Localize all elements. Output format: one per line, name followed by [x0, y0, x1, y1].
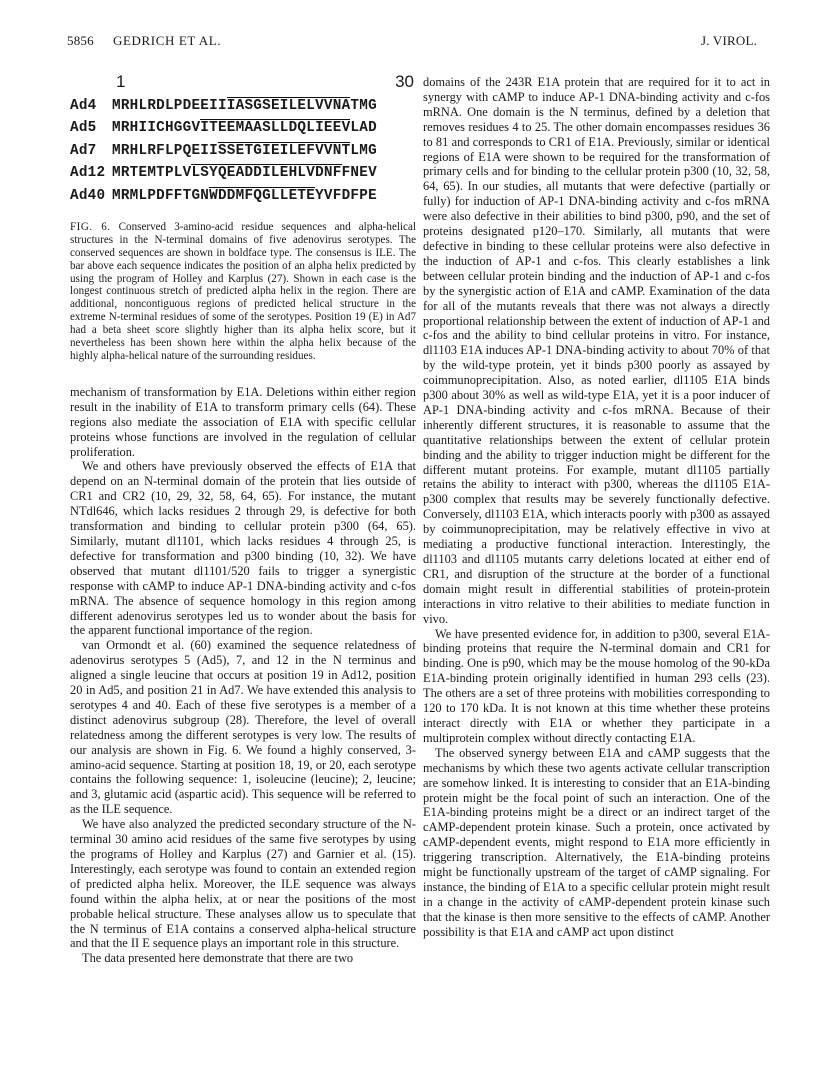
sequence: MRHIICHGGVITEEMAASLLDQLIEEVLAD — [112, 120, 377, 137]
position-start: 1 — [116, 72, 126, 91]
paragraph: mechanism of transformation by E1A. Deletions within either region result in the inability of E1A to transform primary cells (64). These regions also mediate the association of E1A with specific cellular proteins whose functions are involved in the regulation of cellular proliferation. — [70, 384, 416, 459]
sequence-row-ad5 — [70, 121, 416, 143]
paragraph: van Ormondt et al. (60) examined the sequence relatedness of adenovirus serotypes 5 (Ad5), 7, and 12 in the N terminus and aligned a single leucine that occurs at position 19 in Ad12, position 20 in Ad5, and position 21 in Ad7. We have extended this analysis to serotypes 4 and 40. Each of these five serotypes is a member of a distinct adenovirus subgroup (28). Therefore, the level of overall relatedness among the different serotypes is very low. The results of our analysis are shown in Fig. 6. We found a highly conserved, 3-amino-acid sequence. Starting at position 18, 19, or 20, each serotype contains the following sequence: 1, isoleucine (leucine); 2, leucine; and 3, glutamic acid (aspartic acid). This sequence will be referred to as the ILE sequence. — [70, 638, 416, 817]
helix-bar: ITEEMAASLLDQLIEEV — [200, 120, 351, 137]
left-column — [70, 72, 416, 966]
paragraph: domains of the 243R E1A protein that are required for it to act in synergy with cAMP to induce AP-1 DNA-binding activity and c-fos mRNA. One domain is the N terminus, defined by a deletion that removes residues 4 to 25. The other domain encompasses residues 36 to 81 and corresponds to CR1 of E1A. Previously, similar or identical regions of E1A were shown to be required for the transformation of primary cells and for binding to the cellular protein p300 (10, 32, 58, 64, 65). In our studies, all mutants that were defective (partially or fully) for induction of AP-1 DNA-binding activity and c-fos mRNA were also defective in their abilities to bind p300, p90, and the set of proteins designated p120–170. Similarly, all mutants that were defective in binding to these cellular proteins were also defective in the induction of AP-1 and c-fos. This clearly establishes a link between cellular protein binding and the induction of AP-1 and c-fos by the synergistic action of E1A and cAMP. Examination of the data for all of the mutants reveals that there was not always a directly proportional relationship between the extent of induction of AP-1 and c-fos and the ability to bind cellular proteins in vitro. For instance, dl1103 E1A induces AP-1 DNA-binding activity to about 70% of that by the wild-type protein, yet it binds p300 poorly as assayed by coimmunoprecipitation. Also, as noted earlier, dl1105 E1A binds p300 about 30% as well as wild-type E1A, yet it is a poor inducer of AP-1 DNA-binding activity and c-fos mRNA. Because of their inherently different structures, it is reasonable to assume that the quantitative relationships between the extent of cellular protein binding and the ability to trigger induction might be different for the different mutant proteins. For example, mutant dl1105 partially retains the ability to interact with p300, whereas the dl1105 E1A-p300 complex that results may be severely functionally defective. Conversely, dl1103 E1A, which interacts poorly with p300 as assayed by coimmunoprecipitation, may be relatively effective in vivo at mediating a productive functional interaction. Interestingly, the dl1103 and dl1105 mutants carry deletions located at either end of CR1, and disruption of the structure at the border of a functional domain might result in differential stabilities of protein-protein interactions in vitro relative to their abilities to mediate function in vivo. — [423, 75, 770, 626]
journal-name: J. VIROL. — [701, 33, 758, 48]
page-number: 5856 — [67, 33, 94, 48]
sequence-row-ad7 — [70, 144, 416, 166]
figure-6-sequence-alignment — [70, 72, 416, 211]
paragraph: The data presented here demonstrate that there are two — [82, 951, 354, 966]
paragraph: We have presented evidence for, in addition to p300, several E1A-binding proteins that require the N-terminal domain and CR1 for binding. One is p90, which may be the mouse homolog of the 90-kDa E1A-binding protein originally identified in human 293 cells (23). The others are a set of three proteins with mobilities corresponding to 120 to 170 kDa. It is not known at this time whether these proteins interact directly with E1A or whether they participate in a multiprotein complex without directly contacting E1A. — [423, 626, 770, 745]
running-authors: GEDRICH ET AL. — [113, 33, 222, 48]
right-column — [423, 75, 770, 940]
figure-caption — [70, 221, 416, 363]
serotype-name: Ad7 — [70, 142, 97, 159]
helix-bar: LSYQEADDILEHLVDNF — [191, 165, 342, 182]
position-scale — [70, 72, 416, 99]
serotype-name: Ad12 — [70, 165, 106, 182]
paragraph: We have also analyzed the predicted secondary structure of the N-terminal 30 amino acid residues of the same five serotypes by using the programs of Holley and Karplus (27) and Garnier et al. (15). Interestingly, each serotype was found to contain an extended region of predicted alpha helix. Moreover, the ILE sequence was always found within the alpha helix, at or near the positions of the most probable helical structure. These analyses allow us to speculate that the N terminus of E1A contains a conserved alpha-helical structure and that the II E sequence plays an important role in this structure. — [70, 817, 416, 951]
paragraph: We and others have previously observed the effects of E1A that depend on an N-terminal domain of the protein that lies outside of CR1 and CR2 (10, 29, 32, 58, 64, 65). For instance, the mutant NTdl646, which lacks residues 2 through 29, is defective for both transformation and binding to cellular protein p300 (64, 65). Similarly, mutant dl1101, which lacks residues 4 through 25, is defective for transformation and p300 binding (10, 32). We have observed that mutant dl1101/520 fails to trigger a synergistic response with cAMP to induce AP-1 DNA-binding activity and c-fos mRNA. The absence of sequence homology in this region among different adenovirus serotypes led us to wonder about the basis for the apparent functional importance of the region. — [70, 459, 416, 638]
sequence: MRHLRFLPQEIISSETGIEILEFVVNTLMG — [112, 142, 377, 159]
helix-bar: SSETGIEILEFVVNT — [217, 142, 351, 159]
helix-bar: WDDMFQGLLETE — [209, 187, 316, 204]
serotype-name: Ad4 — [70, 98, 97, 114]
helix-bar: IASGSEILELVVNA — [226, 98, 351, 114]
position-end: 30 — [395, 72, 414, 91]
sequence: MRHLRDLPDEEIIIASGSEILELVVNATMG — [112, 98, 377, 114]
sequence-row-ad12 — [70, 166, 416, 188]
caption-text: Conserved 3-amino-acid residue sequences and alpha-helical structures in the N-terminal domains of five adenovirus serotypes. The conserved sequences are shown in boldface type. The consensus is ILE. The bar above each sequence indicates the position of an alpha helix predicted by using the program of Holley and Karplus (27). Shown in each case is the longest continuous stretch of predicted alpha helix in the region. There are additional, noncontiguous regions of predicted helical structure in the extreme N-terminal residues of some of the serotypes. Position 19 (E) in Ad7 had a beta sheet score slightly higher than its alpha helix score, but it nevertheless has been shown here within the alpha helix because of the highly alpha-helical nature of the surrounding residues. — [70, 220, 416, 363]
serotype-name: Ad40 — [70, 187, 106, 204]
sequence: MRMLPDFFTGNWDDMFQGLLETEYVFDFPE — [112, 187, 377, 204]
sequence: MRTEMTPLVLSYQEADDILEHLVDNFFNEV — [112, 165, 377, 182]
caption-label: FIG. 6. — [70, 220, 111, 233]
serotype-name: Ad5 — [70, 120, 97, 137]
sequence-row-ad40 — [70, 189, 416, 211]
paragraph: The observed synergy between E1A and cAMP suggests that the mechanisms by which these two agents activate cellular transcription are somehow linked. It is interesting to consider that an E1A-binding protein might be the focal point of such an interaction. One of the E1A-binding proteins might be a direct or an indirect target of the cAMP-dependent protein kinase. Such a protein, once activated by cAMP-dependent events, might respond to E1A more efficiently in triggering transcription. Alternatively, the E1A-binding proteins might be functionally upstream of the target of cAMP signaling. For instance, the binding of E1A to a specific cellular protein might result in a change in the activity of cAMP-dependent protein kinase such that the kinase is then more sensitive to the effects of cAMP. Another possibility is that E1A and cAMP act upon distinct — [423, 745, 770, 939]
sequence-row-ad4 — [70, 99, 416, 121]
